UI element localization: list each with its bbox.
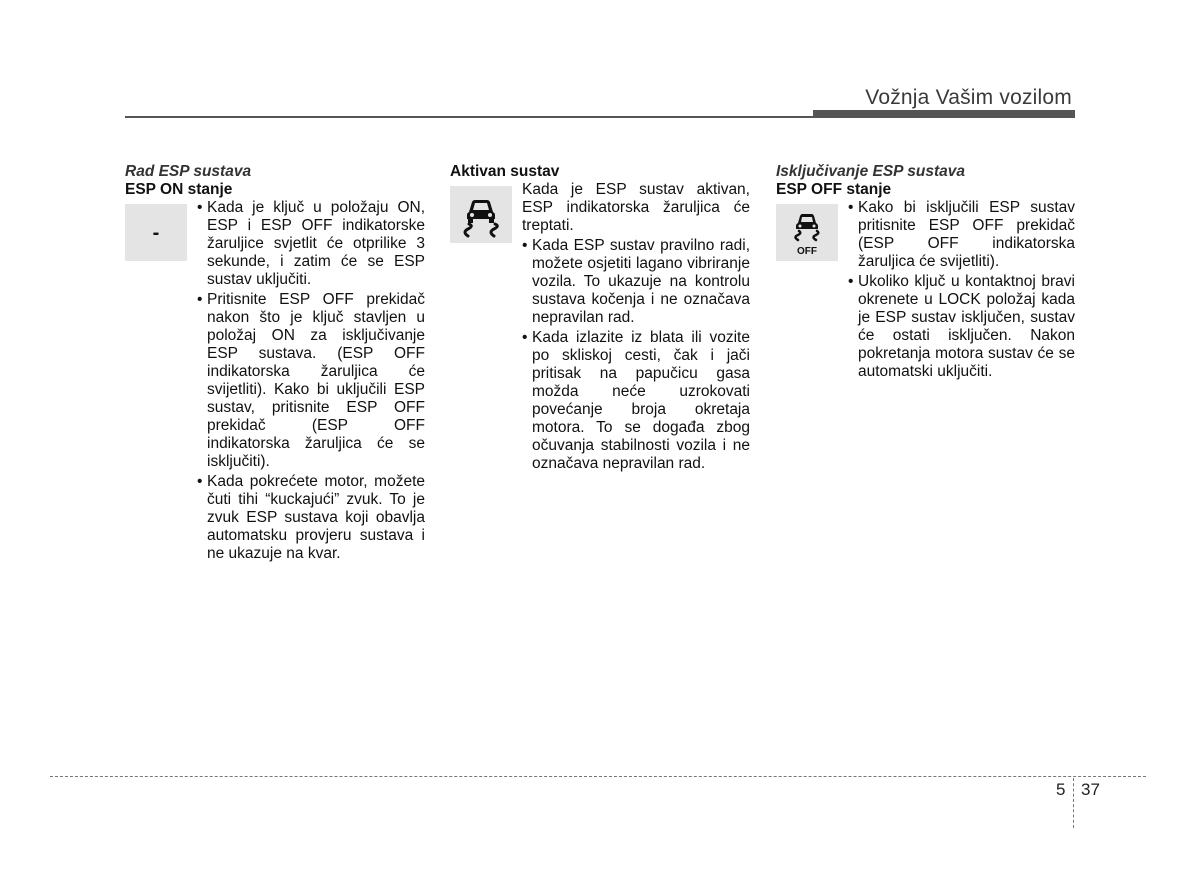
list-item: • Kada ESP sustav pravilno radi, možete osjetiti lagano vibriranje vozila. To ukazuje na kontrolu sustava kočenja i ne označava nepravilan rad. [522, 237, 750, 327]
footer-divider [50, 776, 1146, 777]
esp-skid-icon [450, 186, 512, 243]
column-active-system [450, 163, 750, 475]
column-esp-operation [125, 163, 425, 565]
list-item: • Kada je ključ u položaju ON, ESP i ESP OFF indikatorske žaruljice svjetlit će otprilike 3 sekunde, i zatim će se ESP sustav uključiti. [197, 199, 425, 289]
list-item: • Kada izlazite iz blata ili vozite po skliskoj cesti, čak i jači pritisak na papučicu gasa možda neće uzrokovati povećanje broja okretaja motora. To se događa zbog očuvanja stabilnosti vozila i ne označava nepravilan rad. [522, 329, 750, 473]
header-accent-bar [813, 110, 1075, 118]
bullet-list [848, 199, 1075, 383]
bullet-list [522, 237, 750, 473]
subsection-title: ESP ON stanje [125, 181, 233, 198]
column-esp-off [776, 163, 1075, 383]
dash-icon: - [125, 204, 187, 261]
esp-off-icon [776, 204, 838, 261]
svg-text:OFF: OFF [797, 245, 817, 257]
chapter-number: 5 [1056, 780, 1066, 799]
subsection-title: Aktivan sustav [450, 163, 560, 180]
list-item: • Ukoliko ključ u kontaktnoj bravi okrenete u LOCK položaj kada je ESP sustav isključen, sustav će ostati isključen. Nakon pokretanja motora sustav će se automatski uključiti. [848, 273, 1075, 381]
list-item: • Kada pokrećete motor, možete čuti tihi “kuckajući” zvuk. To je zvuk ESP sustava koji obavlja automatsku provjeru sustava i ne ukazuje na kvar. [197, 473, 425, 563]
bullet-list [197, 199, 425, 565]
list-item: • Pritisnite ESP OFF prekidač nakon što je ključ stavljen u položaj ON za isključivanje ESP sustava. (ESP OFF indikatorska žaruljica će svijetliti). Kako bi uključili ESP sustav, pritisnite ESP OFF prekidač (ESP OFF indikatorska žaruljica će se isključiti). [197, 291, 425, 471]
list-item: • Kako bi isključili ESP sustav pritisnite ESP OFF prekidač (ESP OFF indikatorska žaruljica će svijetliti). [848, 199, 1075, 271]
section-title: Rad ESP sustava [125, 163, 252, 180]
subsection-title: ESP OFF stanje [776, 181, 892, 198]
section-title: Isključivanje ESP sustava [776, 163, 965, 180]
page-number: 37 [1081, 780, 1100, 799]
page-title: Vožnja Vašim vozilom [865, 86, 1072, 109]
footer-vertical-divider [1073, 778, 1074, 828]
intro-paragraph: Kada je ESP sustav aktivan, ESP indikatorska žaruljica će treptati. [522, 181, 750, 234]
header-divider [125, 116, 815, 118]
